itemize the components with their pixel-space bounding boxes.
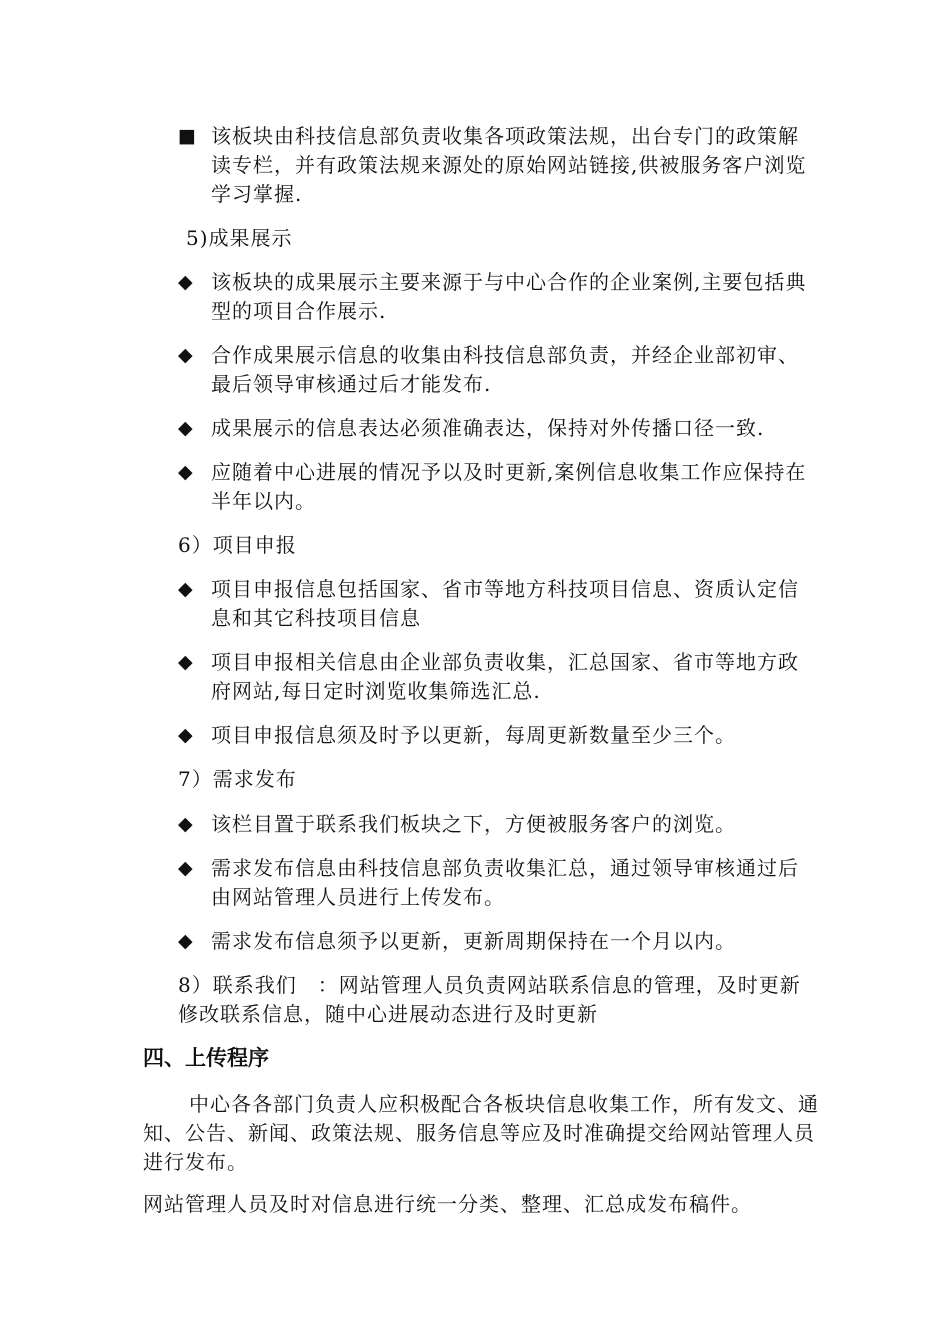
diamond-bullet-icon: ◆: [178, 813, 194, 835]
section-6-title: 6）项目申报: [178, 533, 297, 557]
section-5-title: 5)成果展示: [186, 226, 293, 250]
policy-item-text: 该板块由科技信息部负责收集各项政策法规，出台专门的政策解读专栏，并有政策法规来源处的原始网站链接,供被服务客户浏览学习掌握.: [211, 124, 807, 206]
demand-item-1: [178, 810, 818, 839]
achievement-item-3: [178, 414, 818, 443]
diamond-bullet-icon: ◆: [178, 724, 194, 746]
achievement-item-4: [178, 458, 818, 516]
demand-item-text: 需求发布信息由科技信息部负责收集汇总，通过领导审核通过后由网站管理人员进行上传发布。: [211, 856, 799, 909]
diamond-bullet-icon: ◆: [178, 930, 194, 952]
contact-paragraph: 8）联系我们 ：网站管理人员负责网站联系信息的管理，及时更新修改联系信息，随中心进展动态进行及时更新: [178, 973, 801, 1026]
achievement-item-text: 该板块的成果展示主要来源于与中心合作的企业案例,主要包括典型的项目合作展示.: [211, 270, 807, 323]
achievement-item-text: 应随着中心进展的情况予以及时更新,案例信息收集工作应保持在半年以内。: [211, 460, 807, 513]
diamond-bullet-icon: ◆: [178, 417, 194, 439]
achievement-item-text: 成果展示的信息表达必须准确表达，保持对外传播口径一致.: [211, 416, 765, 440]
achievement-item-1: [178, 268, 818, 326]
diamond-bullet-icon: ◆: [178, 651, 194, 673]
achievement-item-text: 合作成果展示信息的收集由科技信息部负责，并经企业部初审、最后领导审核通过后才能发布.: [211, 343, 799, 396]
diamond-bullet-icon: ◆: [178, 344, 194, 366]
achievement-item-2: [178, 341, 818, 399]
upload-paragraph-1: 中心各各部门负责人应积极配合各板块信息收集工作，所有发文、通知、公告、新闻、政策法规、服务信息等应及时准确提交给网站管理人员进行发布。: [143, 1092, 819, 1174]
section-7-title: 7）需求发布: [178, 767, 297, 791]
diamond-bullet-icon: ◆: [178, 461, 194, 483]
square-bullet-icon: ■: [178, 125, 197, 147]
project-item-text: 项目申报信息包括国家、省市等地方科技项目信息、资质认定信息和其它科技项目信息: [211, 577, 799, 630]
diamond-bullet-icon: ◆: [178, 271, 194, 293]
project-item-text: 项目申报相关信息由企业部负责收集，汇总国家、省市等地方政府网站,每日定时浏览收集筛选汇总.: [211, 650, 799, 703]
diamond-bullet-icon: ◆: [178, 857, 194, 879]
project-item-2: [178, 648, 818, 706]
project-item-3: [178, 721, 818, 750]
policy-item: [178, 122, 818, 209]
upload-heading: 四、上传程序: [143, 1046, 269, 1070]
diamond-bullet-icon: ◆: [178, 578, 194, 600]
demand-item-3: [178, 927, 818, 956]
project-item-1: [178, 575, 818, 633]
upload-paragraph-2: 网站管理人员及时对信息进行统一分类、整理、汇总成发布稿件。: [143, 1192, 752, 1216]
demand-item-2: [178, 854, 818, 912]
demand-item-text: 需求发布信息须予以更新，更新周期保持在一个月以内。: [211, 929, 736, 953]
project-item-text: 项目申报信息须及时予以更新，每周更新数量至少三个。: [211, 723, 736, 747]
demand-item-text: 该栏目置于联系我们板块之下，方便被服务客户的浏览。: [211, 812, 736, 836]
